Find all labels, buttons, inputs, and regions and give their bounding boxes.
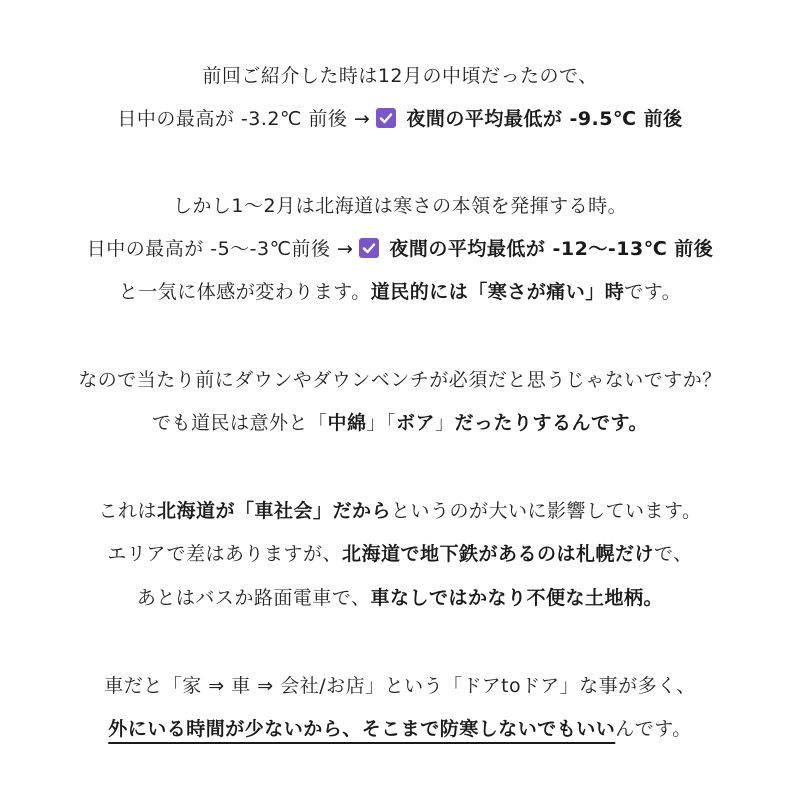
line-5-part-1: と一気に体感が変わります。	[118, 281, 371, 303]
line-6	[0, 366, 800, 394]
line-8-emphasis: 北海道が「車社会」だから	[157, 500, 392, 522]
line-1-text: 前回ご紹介した時は12月の中頃だったので、	[202, 65, 598, 87]
line-12-underlined-emphasis: 外にいる時間が少ないから、そこまで防寒しないでもいい	[108, 718, 616, 740]
line-7-part-1: でも道民は意外と「	[151, 412, 328, 434]
line-4-daytime: 日中の最高が -5〜-3℃前後 →	[86, 238, 354, 260]
line-10-emphasis: 車なしではかなり不便な土地柄。	[370, 587, 664, 609]
line-7-part-3: 」「	[366, 412, 397, 434]
line-8-part-1: これは	[98, 500, 157, 522]
line-7-part-5: 」	[435, 412, 455, 434]
line-2-night: 夜間の平均最低が -9.5℃ 前後	[406, 108, 683, 130]
line-2-daytime: 日中の最高が -3.2℃ 前後 →	[117, 108, 371, 130]
line-9	[0, 540, 800, 568]
line-5	[0, 278, 800, 306]
line-2	[0, 105, 800, 133]
line-7-nakawata: 中綿	[327, 412, 367, 434]
line-10	[0, 584, 800, 612]
line-3-text: しかし1〜2月は北海道は寒さの本領を発揮する時。	[172, 195, 628, 217]
line-9-emphasis: 北海道で地下鉄があるのは札幌だけ	[341, 543, 654, 565]
line-7	[0, 409, 800, 437]
checkbox-checked-icon	[376, 108, 396, 128]
line-8	[0, 497, 800, 525]
checkbox-checked-icon	[359, 238, 379, 258]
line-5-part-3: です。	[624, 281, 682, 303]
line-7-emphasis: だったりするんです。	[454, 412, 649, 434]
line-12-part-2: んです。	[615, 718, 692, 740]
line-1	[0, 62, 800, 90]
line-9-part-1: エリアで差はありますが、	[107, 543, 342, 565]
line-7-boa: ボア	[396, 412, 436, 434]
line-10-part-1: あとはバスか路面電車で、	[136, 587, 371, 609]
line-11	[0, 672, 800, 700]
line-4	[0, 235, 800, 263]
line-4-night: 夜間の平均最低が -12〜-13℃ 前後	[389, 238, 714, 260]
line-11-text: 車だと「家 ⇒ 車 ⇒ 会社/お店」という「ドアtoドア」な事が多く、	[104, 675, 696, 697]
line-12	[0, 715, 800, 743]
line-8-part-3: というのが大いに影響しています。	[391, 500, 702, 522]
line-9-part-3: で、	[653, 543, 693, 565]
line-5-emphasis: 道民的には「寒さが痛い」時	[370, 281, 625, 303]
line-3	[0, 192, 800, 220]
line-6-text: なので当たり前にダウンやダウンベンチが必須だと思うじゃないですか？	[78, 369, 722, 391]
